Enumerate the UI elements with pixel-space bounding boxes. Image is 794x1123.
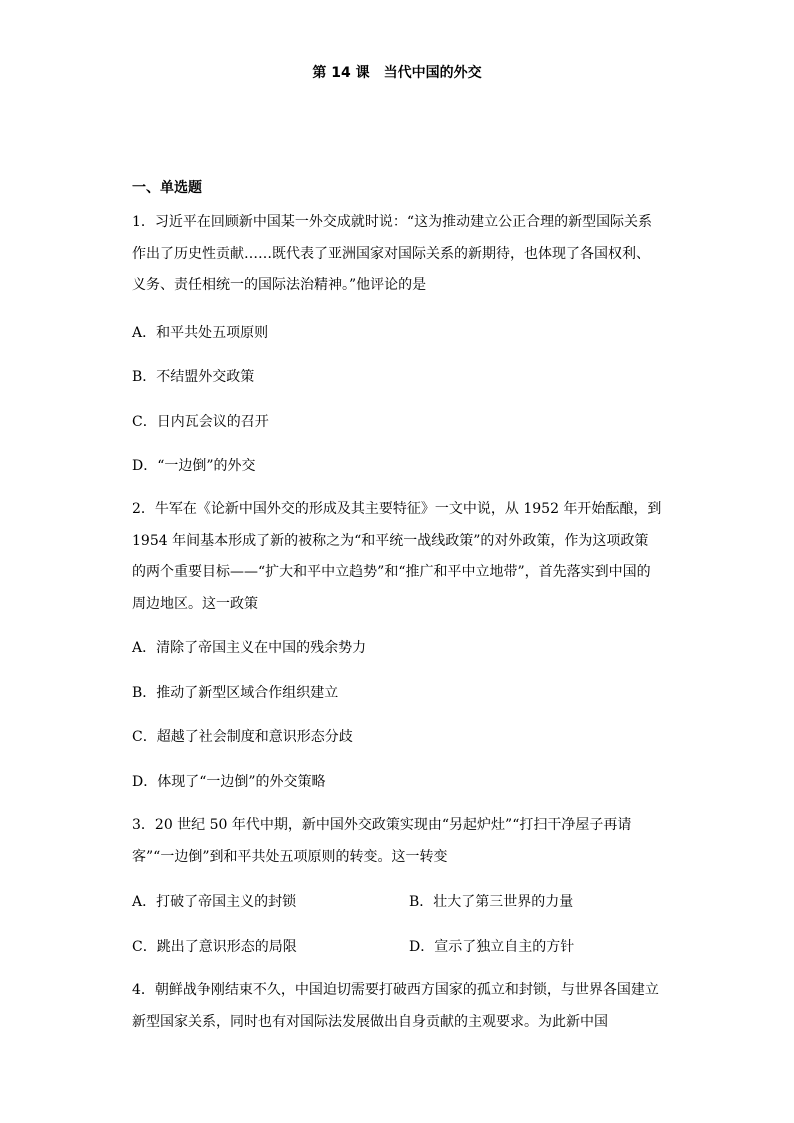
question-2-option-c: C．超越了社会制度和意识形态分歧 <box>132 729 353 745</box>
question-3-option-d: D．宣示了独立自主的方针 <box>409 939 575 955</box>
question-2-option-b: B．推动了新型区域合作组织建立 <box>132 685 339 701</box>
question-4-stem: 4．朝鲜战争刚结束不久，中国迫切需要打破西方国家的孤立和封锁，与世界各国建立新型国家关系，同时也有对国际法发展做出自身贡献的主观要求。为此新中国 <box>132 982 659 1030</box>
section-heading: 一、单选题 <box>132 180 202 196</box>
question-1-option-a: A．和平共处五项原则 <box>132 325 269 341</box>
question-3-option-b: B．壮大了第三世界的力量 <box>409 894 574 910</box>
page-title: 第 14 课 当代中国的外交 <box>312 65 482 81</box>
question-1-stem: 1．习近平在回顾新中国某一外交成就时说：“这为推动建立公正合理的新型国际关系作出了历史性贡献……既代表了亚洲国家对国际关系的新期待，也体现了各国权利、义务、责任相统一的国际法治精神。”他评论的是 <box>132 214 653 293</box>
question-1-option-b: B．不结盟外交政策 <box>132 369 255 385</box>
question-1-option-d: D．“一边倒”的外交 <box>132 458 256 474</box>
question-2-option-a: A．清除了帝国主义在中国的残余势力 <box>132 640 367 656</box>
question-3-stem: 3．20 世纪 50 年代中期，新中国外交政策实现由“另起炉灶”“打扫干净屋子再请客”“一边倒”到和平共处五项原则的转变。这一转变 <box>132 817 632 865</box>
question-2-option-d: D．体现了“一边倒”的外交策略 <box>132 774 326 790</box>
question-3-option-c: C．跳出了意识形态的局限 <box>132 939 297 955</box>
question-2-stem: 2．牛军在《论新中国外交的形成及其主要特征》一文中说，从 1952 年开始酝酿，到 1954 年间基本形成了新的被称之为“和平统一战线政策”的对外政策，作为这项政策的两个重要目标——“扩大和平中立趋势”和“推广和平中立地带”，首先落实到中国的周边地区。这一政策 <box>132 501 662 612</box>
question-3-option-a: A．打破了帝国主义的封锁 <box>132 894 297 910</box>
question-1-option-c: C．日内瓦会议的召开 <box>132 414 269 430</box>
